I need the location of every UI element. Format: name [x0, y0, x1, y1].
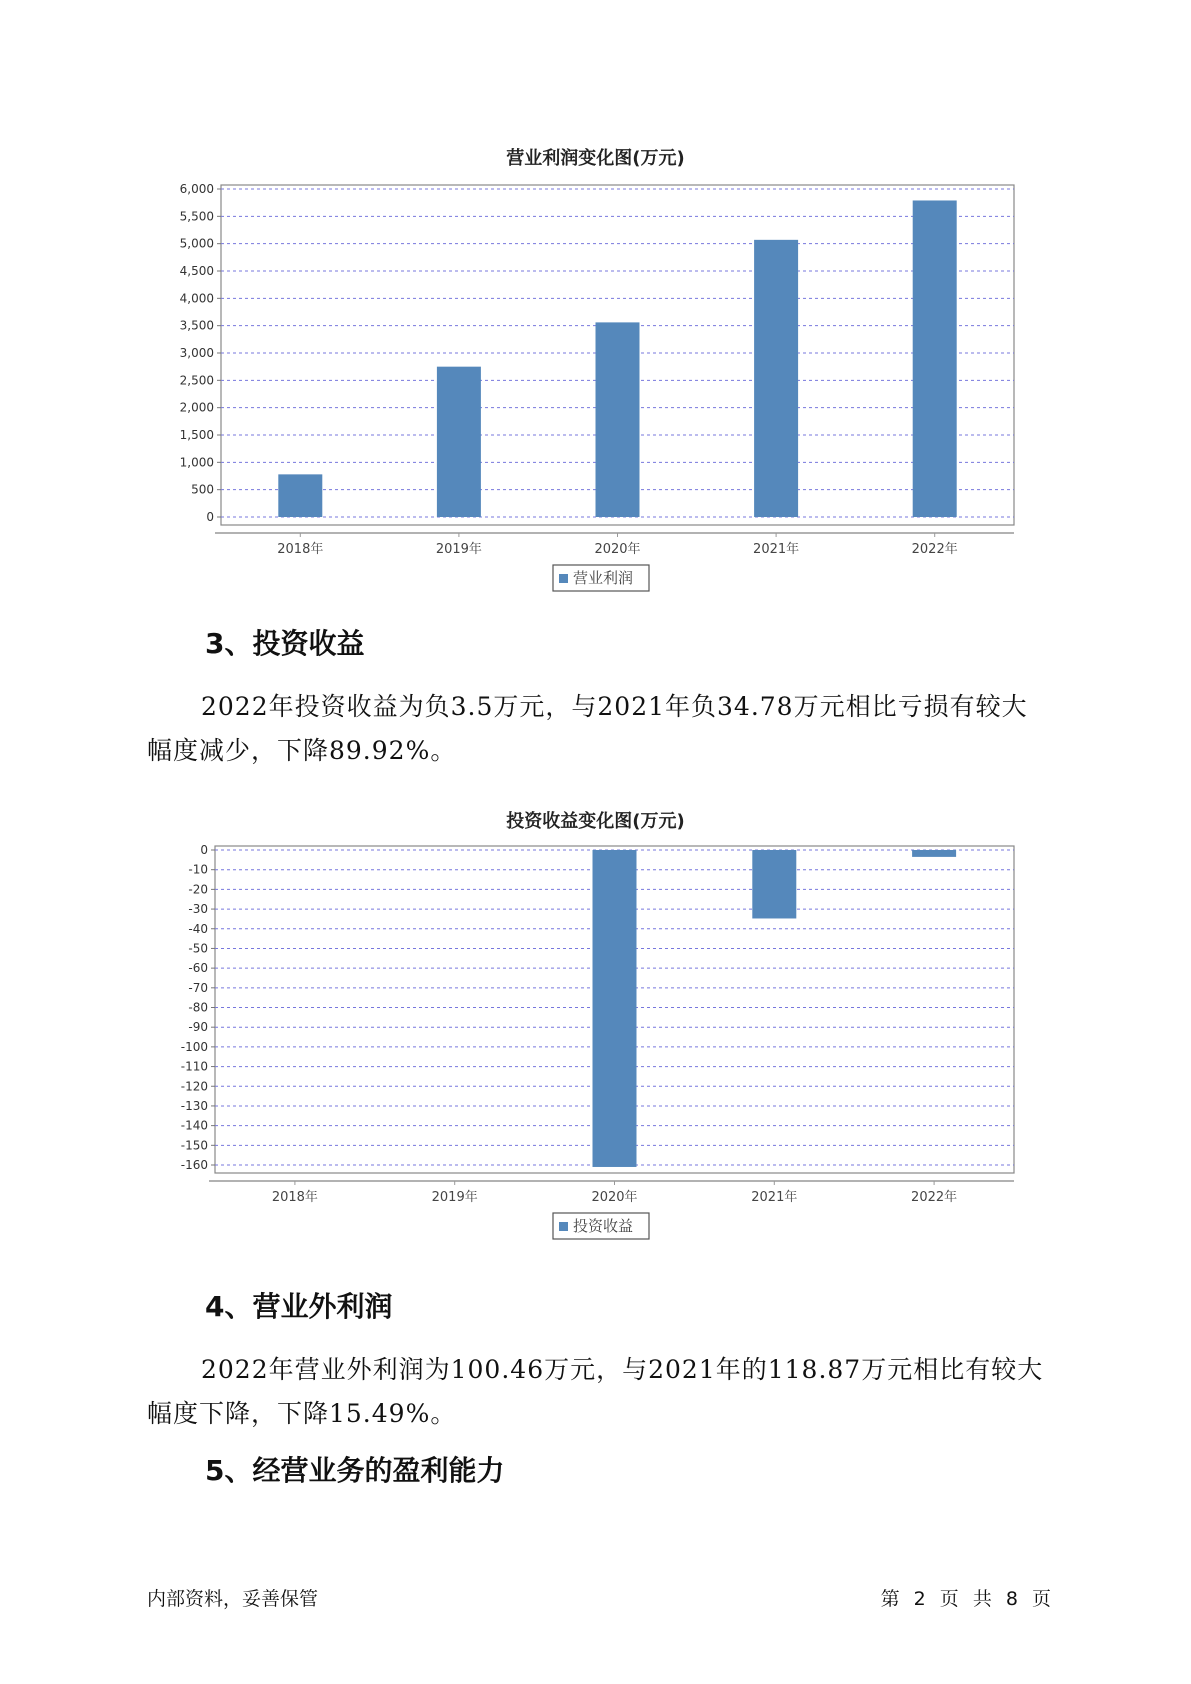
y-tick-label: -70: [188, 980, 208, 995]
bar: [437, 367, 481, 517]
y-tick-label: 3,000: [179, 346, 214, 360]
bar: [912, 850, 956, 857]
bar: [278, 474, 322, 517]
section-heading-investment-income: 3、投资收益: [205, 627, 365, 660]
legend-swatch: [559, 574, 568, 583]
x-tick-label: 2022年: [911, 542, 958, 557]
bar: [596, 322, 640, 517]
y-tick-label: 5,500: [179, 209, 214, 224]
investment-income-chart: [0, 838, 1191, 1258]
paragraph-investment-income: 2022年投资收益为负3.5万元，与2021年负34.78万元相比亏损有较大幅度减少，下降89.92%。: [147, 692, 1028, 765]
section-heading-business-profitability: 5、经营业务的盈利能力: [205, 1454, 505, 1487]
bar: [593, 850, 637, 1167]
section-heading-non-operating-profit: 4、营业外利润: [205, 1290, 393, 1323]
y-tick-label: 4,500: [179, 264, 214, 278]
y-tick-label: 6,000: [179, 182, 214, 196]
chart1-title: 营业利润变化图(万元): [506, 148, 685, 169]
bar: [754, 240, 798, 517]
y-tick-label: -140: [180, 1118, 208, 1133]
legend-label: 投资收益: [573, 1217, 634, 1235]
y-tick-label: -60: [188, 961, 208, 976]
y-tick-label: -80: [188, 1000, 208, 1015]
y-tick-label: -160: [180, 1158, 208, 1172]
footer-page-number: 第 2 页 共 8 页: [880, 1588, 1051, 1610]
y-tick-label: 3,500: [179, 318, 214, 333]
y-tick-label: -20: [188, 882, 208, 897]
y-tick-label: 0: [206, 510, 214, 524]
x-tick-label: 2019年: [435, 542, 482, 557]
x-tick-label: 2018年: [271, 1190, 318, 1205]
y-tick-label: 1,500: [179, 428, 214, 442]
legend-label: 营业利润: [573, 569, 634, 587]
y-tick-label: 0: [200, 843, 208, 857]
y-tick-label: -100: [180, 1039, 208, 1054]
y-tick-label: 5,000: [179, 236, 214, 251]
y-tick-label: -40: [188, 921, 208, 936]
y-tick-label: -10: [188, 862, 208, 877]
x-tick-label: 2022年: [911, 1190, 958, 1205]
x-tick-label: 2018年: [277, 542, 324, 557]
y-tick-label: -50: [188, 941, 208, 956]
y-tick-label: -150: [180, 1138, 208, 1153]
footer-confidential-note: 内部资料，妥善保管: [147, 1588, 319, 1610]
x-tick-label: 2020年: [594, 542, 641, 557]
y-tick-label: -110: [180, 1059, 208, 1074]
y-tick-label: -130: [180, 1098, 208, 1113]
legend-swatch: [559, 1222, 568, 1231]
paragraph-non-operating-profit: 2022年营业外利润为100.46万元，与2021年的118.87万元相比有较大幅度下降，下降15.49%。: [147, 1355, 1044, 1428]
chart2-title: 投资收益变化图(万元): [506, 811, 685, 832]
y-tick-label: 2,500: [179, 373, 214, 388]
y-tick-label: -120: [180, 1079, 208, 1094]
y-tick-label: 500: [191, 482, 214, 497]
operating-profit-chart: [0, 175, 1191, 595]
x-tick-label: 2021年: [751, 1190, 798, 1205]
bar: [913, 200, 957, 517]
y-tick-label: 4,000: [179, 291, 214, 306]
x-tick-label: 2020年: [591, 1190, 638, 1205]
y-tick-label: 2,000: [179, 400, 214, 415]
y-tick-label: 1,000: [179, 455, 214, 470]
y-tick-label: -90: [188, 1020, 208, 1035]
x-tick-label: 2019年: [431, 1190, 478, 1205]
y-tick-label: -30: [188, 902, 208, 917]
bar: [752, 850, 796, 918]
x-tick-label: 2021年: [753, 542, 800, 557]
